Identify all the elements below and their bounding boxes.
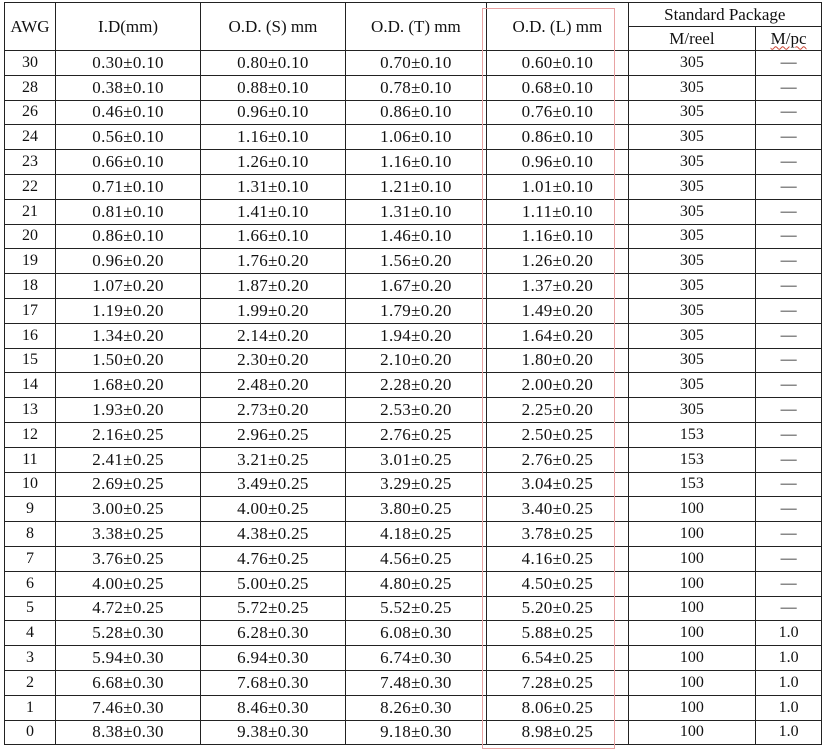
awg-cell: 5	[5, 596, 56, 621]
od-t-cell: 1.67±0.20	[345, 274, 487, 299]
od-s-cell: 8.46±0.30	[201, 695, 345, 720]
inner-diameter-cell: 6.68±0.30	[55, 670, 200, 695]
awg-cell: 17	[5, 298, 56, 323]
header-m-pc-label: M/pc	[770, 28, 807, 48]
m-pc-cell: —	[756, 522, 822, 547]
inner-diameter-cell: 1.93±0.20	[55, 398, 200, 423]
m-reel-cell: 100	[628, 646, 755, 671]
od-s-cell: 7.68±0.30	[201, 670, 345, 695]
m-reel-cell: 100	[628, 670, 755, 695]
m-reel-cell: 305	[628, 150, 755, 175]
od-l-cell: 1.16±0.10	[487, 224, 629, 249]
table-row	[5, 51, 822, 76]
m-pc-cell: —	[756, 51, 822, 76]
od-s-cell: 6.94±0.30	[201, 646, 345, 671]
od-t-cell: 1.06±0.10	[345, 125, 487, 150]
header-m-pc	[756, 27, 822, 51]
inner-diameter-cell: 0.30±0.10	[55, 51, 200, 76]
od-l-cell: 4.50±0.25	[487, 571, 629, 596]
awg-cell: 30	[5, 51, 56, 76]
table-row	[5, 447, 822, 472]
m-reel-cell: 100	[628, 571, 755, 596]
awg-cell: 3	[5, 646, 56, 671]
od-l-cell: 4.16±0.25	[487, 546, 629, 571]
m-pc-cell: —	[756, 224, 822, 249]
m-pc-cell: —	[756, 174, 822, 199]
m-reel-cell: 305	[628, 125, 755, 150]
awg-cell: 28	[5, 75, 56, 100]
awg-cell: 0	[5, 720, 56, 745]
od-s-cell: 0.88±0.10	[201, 75, 345, 100]
od-s-cell: 1.87±0.20	[201, 274, 345, 299]
od-t-cell: 1.56±0.20	[345, 249, 487, 274]
inner-diameter-cell: 1.34±0.20	[55, 323, 200, 348]
inner-diameter-cell: 3.00±0.25	[55, 497, 200, 522]
awg-cell: 4	[5, 621, 56, 646]
awg-cell: 1	[5, 695, 56, 720]
table-row	[5, 646, 822, 671]
table-row	[5, 522, 822, 547]
od-t-cell: 3.29±0.25	[345, 472, 487, 497]
m-pc-cell: 1.0	[756, 646, 822, 671]
od-l-cell: 1.37±0.20	[487, 274, 629, 299]
table-row	[5, 497, 822, 522]
m-reel-cell: 100	[628, 596, 755, 621]
od-t-cell: 7.48±0.30	[345, 670, 487, 695]
od-t-cell: 6.74±0.30	[345, 646, 487, 671]
table-row	[5, 695, 822, 720]
od-s-cell: 1.41±0.10	[201, 199, 345, 224]
m-pc-cell: 1.0	[756, 670, 822, 695]
awg-cell: 23	[5, 150, 56, 175]
od-l-cell: 7.28±0.25	[487, 670, 629, 695]
od-s-cell: 3.49±0.25	[201, 472, 345, 497]
od-l-cell: 0.76±0.10	[487, 100, 629, 125]
m-pc-cell: 1.0	[756, 695, 822, 720]
od-t-cell: 1.31±0.10	[345, 199, 487, 224]
header-standard-package: Standard Package	[628, 3, 821, 27]
od-t-cell: 1.16±0.10	[345, 150, 487, 175]
od-s-cell: 2.48±0.20	[201, 373, 345, 398]
awg-cell: 12	[5, 422, 56, 447]
od-s-cell: 1.26±0.10	[201, 150, 345, 175]
m-reel-cell: 305	[628, 249, 755, 274]
table-row	[5, 224, 822, 249]
awg-cell: 24	[5, 125, 56, 150]
od-l-cell: 0.60±0.10	[487, 51, 629, 76]
m-pc-cell: —	[756, 447, 822, 472]
od-l-cell: 2.76±0.25	[487, 447, 629, 472]
inner-diameter-cell: 1.50±0.20	[55, 348, 200, 373]
inner-diameter-cell: 0.71±0.10	[55, 174, 200, 199]
inner-diameter-cell: 5.94±0.30	[55, 646, 200, 671]
awg-cell: 15	[5, 348, 56, 373]
od-t-cell: 8.26±0.30	[345, 695, 487, 720]
inner-diameter-cell: 1.07±0.20	[55, 274, 200, 299]
inner-diameter-cell: 4.00±0.25	[55, 571, 200, 596]
table-row	[5, 274, 822, 299]
inner-diameter-cell: 0.46±0.10	[55, 100, 200, 125]
m-pc-cell: —	[756, 422, 822, 447]
table-row	[5, 125, 822, 150]
od-t-cell: 6.08±0.30	[345, 621, 487, 646]
od-l-cell: 1.01±0.10	[487, 174, 629, 199]
inner-diameter-cell: 5.28±0.30	[55, 621, 200, 646]
od-s-cell: 1.99±0.20	[201, 298, 345, 323]
m-pc-cell: —	[756, 199, 822, 224]
awg-cell: 10	[5, 472, 56, 497]
inner-diameter-cell: 0.38±0.10	[55, 75, 200, 100]
m-pc-cell: —	[756, 100, 822, 125]
od-t-cell: 9.18±0.30	[345, 720, 487, 745]
od-l-cell: 5.88±0.25	[487, 621, 629, 646]
m-pc-cell: —	[756, 298, 822, 323]
awg-cell: 26	[5, 100, 56, 125]
m-reel-cell: 305	[628, 199, 755, 224]
m-reel-cell: 305	[628, 224, 755, 249]
table-row	[5, 571, 822, 596]
table-row	[5, 249, 822, 274]
awg-cell: 19	[5, 249, 56, 274]
od-l-cell: 2.25±0.20	[487, 398, 629, 423]
inner-diameter-cell: 0.66±0.10	[55, 150, 200, 175]
m-pc-cell: —	[756, 373, 822, 398]
m-reel-cell: 100	[628, 720, 755, 745]
table-row	[5, 720, 822, 745]
header-od-l: O.D. (L) mm	[487, 3, 629, 51]
od-t-cell: 3.80±0.25	[345, 497, 487, 522]
m-reel-cell: 305	[628, 348, 755, 373]
awg-cell: 18	[5, 274, 56, 299]
od-s-cell: 3.21±0.25	[201, 447, 345, 472]
table-row	[5, 546, 822, 571]
inner-diameter-cell: 8.38±0.30	[55, 720, 200, 745]
od-t-cell: 3.01±0.25	[345, 447, 487, 472]
od-s-cell: 6.28±0.30	[201, 621, 345, 646]
od-l-cell: 1.80±0.20	[487, 348, 629, 373]
od-t-cell: 4.80±0.25	[345, 571, 487, 596]
table-body	[5, 51, 822, 745]
m-reel-cell: 100	[628, 522, 755, 547]
awg-cell: 20	[5, 224, 56, 249]
awg-cell: 16	[5, 323, 56, 348]
inner-diameter-cell: 0.81±0.10	[55, 199, 200, 224]
table-row	[5, 596, 822, 621]
inner-diameter-cell: 2.69±0.25	[55, 472, 200, 497]
od-l-cell: 8.06±0.25	[487, 695, 629, 720]
inner-diameter-cell: 0.86±0.10	[55, 224, 200, 249]
m-reel-cell: 305	[628, 373, 755, 398]
inner-diameter-cell: 3.76±0.25	[55, 546, 200, 571]
m-pc-cell: —	[756, 274, 822, 299]
od-s-cell: 4.76±0.25	[201, 546, 345, 571]
m-reel-cell: 305	[628, 174, 755, 199]
m-pc-cell: —	[756, 348, 822, 373]
inner-diameter-cell: 3.38±0.25	[55, 522, 200, 547]
table-row	[5, 298, 822, 323]
inner-diameter-cell: 7.46±0.30	[55, 695, 200, 720]
m-pc-cell: 1.0	[756, 621, 822, 646]
table-row	[5, 621, 822, 646]
od-t-cell: 0.70±0.10	[345, 51, 487, 76]
header-awg: AWG	[5, 3, 56, 51]
od-t-cell: 2.76±0.25	[345, 422, 487, 447]
inner-diameter-cell: 4.72±0.25	[55, 596, 200, 621]
table-row	[5, 75, 822, 100]
awg-cell: 9	[5, 497, 56, 522]
m-pc-cell: —	[756, 323, 822, 348]
od-s-cell: 1.31±0.10	[201, 174, 345, 199]
m-reel-cell: 305	[628, 100, 755, 125]
od-t-cell: 4.56±0.25	[345, 546, 487, 571]
od-s-cell: 5.72±0.25	[201, 596, 345, 621]
od-s-cell: 1.76±0.20	[201, 249, 345, 274]
m-reel-cell: 305	[628, 274, 755, 299]
od-t-cell: 2.10±0.20	[345, 348, 487, 373]
header-m-reel: M/reel	[628, 27, 755, 51]
table-row	[5, 348, 822, 373]
awg-cell: 13	[5, 398, 56, 423]
m-reel-cell: 100	[628, 621, 755, 646]
m-pc-cell: —	[756, 546, 822, 571]
od-l-cell: 1.49±0.20	[487, 298, 629, 323]
wire-size-table	[4, 2, 822, 745]
m-pc-cell: —	[756, 596, 822, 621]
od-s-cell: 0.96±0.10	[201, 100, 345, 125]
table-row	[5, 422, 822, 447]
m-reel-cell: 153	[628, 422, 755, 447]
od-l-cell: 1.26±0.20	[487, 249, 629, 274]
od-l-cell: 2.50±0.25	[487, 422, 629, 447]
header-od-t: O.D. (T) mm	[345, 3, 487, 51]
od-l-cell: 3.04±0.25	[487, 472, 629, 497]
od-l-cell: 1.11±0.10	[487, 199, 629, 224]
inner-diameter-cell: 0.96±0.20	[55, 249, 200, 274]
m-pc-cell: 1.0	[756, 720, 822, 745]
od-s-cell: 5.00±0.25	[201, 571, 345, 596]
od-l-cell: 0.96±0.10	[487, 150, 629, 175]
m-reel-cell: 305	[628, 51, 755, 76]
od-t-cell: 5.52±0.25	[345, 596, 487, 621]
od-s-cell: 1.16±0.10	[201, 125, 345, 150]
m-reel-cell: 305	[628, 298, 755, 323]
od-t-cell: 2.28±0.20	[345, 373, 487, 398]
table-row	[5, 472, 822, 497]
table-row	[5, 323, 822, 348]
od-s-cell: 2.30±0.20	[201, 348, 345, 373]
m-reel-cell: 153	[628, 447, 755, 472]
od-l-cell: 2.00±0.20	[487, 373, 629, 398]
m-pc-cell: —	[756, 150, 822, 175]
od-s-cell: 0.80±0.10	[201, 51, 345, 76]
od-l-cell: 0.86±0.10	[487, 125, 629, 150]
od-s-cell: 2.73±0.20	[201, 398, 345, 423]
od-t-cell: 1.94±0.20	[345, 323, 487, 348]
inner-diameter-cell: 2.41±0.25	[55, 447, 200, 472]
od-t-cell: 1.79±0.20	[345, 298, 487, 323]
awg-cell: 21	[5, 199, 56, 224]
m-reel-cell: 100	[628, 695, 755, 720]
table-row	[5, 670, 822, 695]
od-t-cell: 0.86±0.10	[345, 100, 487, 125]
header-inner-diameter: I.D(mm)	[55, 3, 200, 51]
m-reel-cell: 305	[628, 75, 755, 100]
od-l-cell: 6.54±0.25	[487, 646, 629, 671]
table-row	[5, 100, 822, 125]
m-reel-cell: 305	[628, 323, 755, 348]
od-l-cell: 0.68±0.10	[487, 75, 629, 100]
table-row	[5, 373, 822, 398]
od-s-cell: 4.00±0.25	[201, 497, 345, 522]
awg-cell: 11	[5, 447, 56, 472]
awg-cell: 6	[5, 571, 56, 596]
od-s-cell: 4.38±0.25	[201, 522, 345, 547]
od-l-cell: 8.98±0.25	[487, 720, 629, 745]
od-s-cell: 2.14±0.20	[201, 323, 345, 348]
awg-cell: 8	[5, 522, 56, 547]
od-t-cell: 1.46±0.10	[345, 224, 487, 249]
inner-diameter-cell: 1.19±0.20	[55, 298, 200, 323]
m-reel-cell: 305	[628, 398, 755, 423]
od-l-cell: 3.78±0.25	[487, 522, 629, 547]
awg-cell: 14	[5, 373, 56, 398]
awg-cell: 7	[5, 546, 56, 571]
m-pc-cell: —	[756, 125, 822, 150]
od-s-cell: 9.38±0.30	[201, 720, 345, 745]
od-t-cell: 4.18±0.25	[345, 522, 487, 547]
od-l-cell: 5.20±0.25	[487, 596, 629, 621]
m-reel-cell: 100	[628, 546, 755, 571]
awg-cell: 22	[5, 174, 56, 199]
m-pc-cell: —	[756, 571, 822, 596]
inner-diameter-cell: 0.56±0.10	[55, 125, 200, 150]
m-pc-cell: —	[756, 472, 822, 497]
table-row	[5, 398, 822, 423]
inner-diameter-cell: 2.16±0.25	[55, 422, 200, 447]
m-reel-cell: 153	[628, 472, 755, 497]
od-t-cell: 1.21±0.10	[345, 174, 487, 199]
m-pc-cell: —	[756, 75, 822, 100]
m-pc-cell: —	[756, 398, 822, 423]
od-l-cell: 1.64±0.20	[487, 323, 629, 348]
od-s-cell: 1.66±0.10	[201, 224, 345, 249]
header-od-s: O.D. (S) mm	[201, 3, 345, 51]
table-row	[5, 174, 822, 199]
m-reel-cell: 100	[628, 497, 755, 522]
od-t-cell: 0.78±0.10	[345, 75, 487, 100]
od-t-cell: 2.53±0.20	[345, 398, 487, 423]
inner-diameter-cell: 1.68±0.20	[55, 373, 200, 398]
table-row	[5, 199, 822, 224]
table-row	[5, 150, 822, 175]
od-s-cell: 2.96±0.25	[201, 422, 345, 447]
m-pc-cell: —	[756, 497, 822, 522]
od-l-cell: 3.40±0.25	[487, 497, 629, 522]
m-pc-cell: —	[756, 249, 822, 274]
awg-cell: 2	[5, 670, 56, 695]
